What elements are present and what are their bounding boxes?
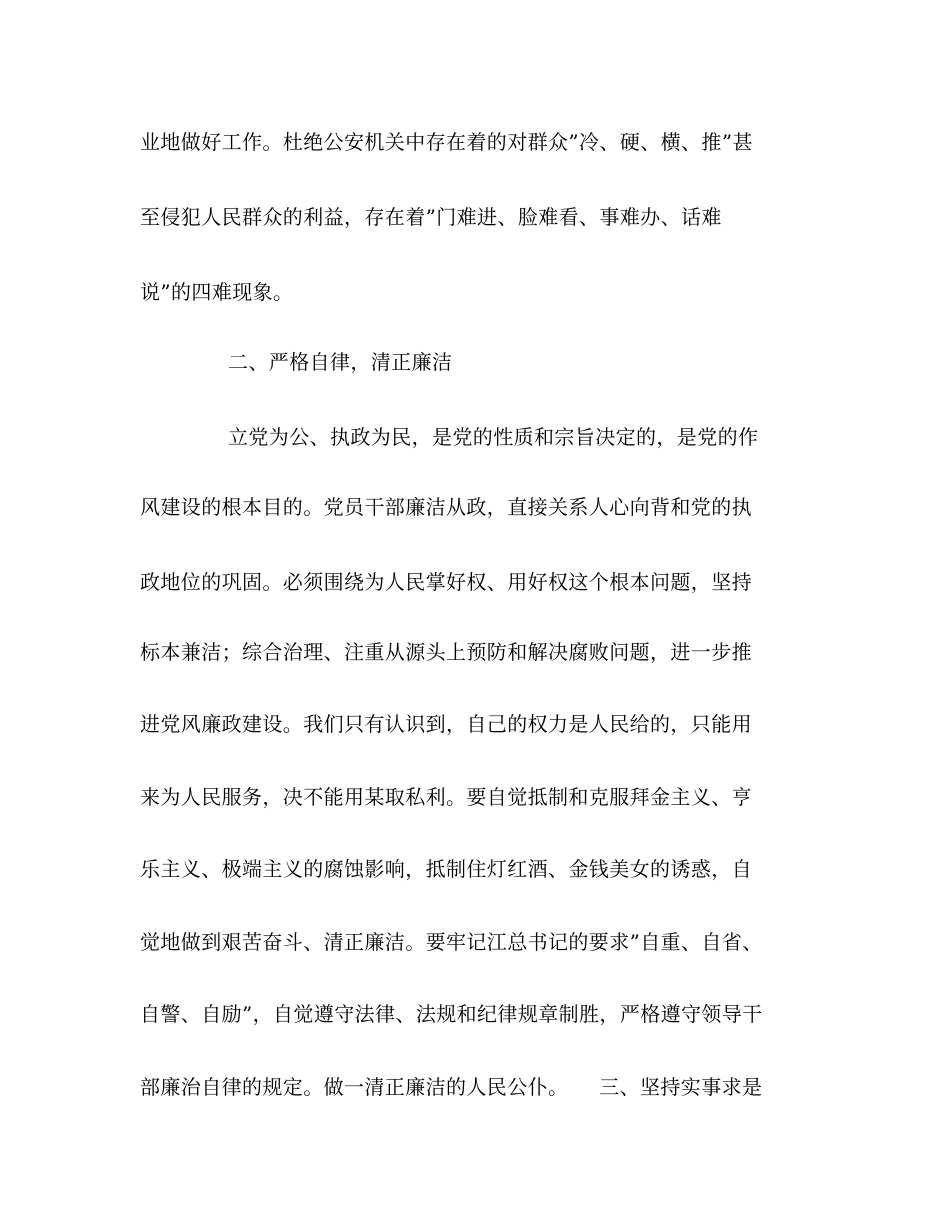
paragraph-line: 乐主义、极端主义的腐蚀影响，抵制住灯红酒、金钱美女的诱惑，自 [140, 857, 752, 881]
paragraph-line: 风建设的根本目的。党员干部廉洁从政，直接关系人心向背和党的执 [140, 495, 752, 519]
paragraph-line: 政地位的巩固。必须围绕为人民掌好权、用好权这个根本问题，坚持 [140, 570, 752, 594]
paragraph-line: 觉地做到艰苦奋斗、清正廉洁。要牢记江总书记的要求”自重、自省、 [140, 930, 763, 954]
paragraph-line: 说”的四难现象。 [140, 280, 294, 304]
paragraph-line: 自警、自励”，自觉遵守法律、法规和纪律规章制胜，严格遵守领导干 [140, 1002, 763, 1026]
section-heading: 二、严格自律，清正廉洁 [228, 350, 453, 374]
paragraph-line: 进党风廉政建设。我们只有认识到，自己的权力是人民给的，只能用 [140, 712, 752, 736]
paragraph-line: 立党为公、执政为民，是党的性质和宗旨决定的，是党的作 [228, 425, 759, 449]
paragraph-line: 业地做好工作。杜绝公安机关中存在着的对群众”冷、硬、横、推”甚 [140, 130, 753, 154]
paragraph-line: 至侵犯人民群众的利益，存在着”门难进、脸难看、事难办、话难 [140, 205, 722, 229]
paragraph-line: 来为人民服务，决不能用某取私利。要自觉抵制和克服拜金主义、亨 [140, 785, 752, 809]
paragraph-line: 部廉治自律的规定。做一清正廉洁的人民公仆。 三、坚持实事求是 [140, 1075, 763, 1099]
paragraph-line: 标本兼洁；综合治理、注重从源头上预防和解决腐败问题，进一步推 [140, 640, 752, 664]
